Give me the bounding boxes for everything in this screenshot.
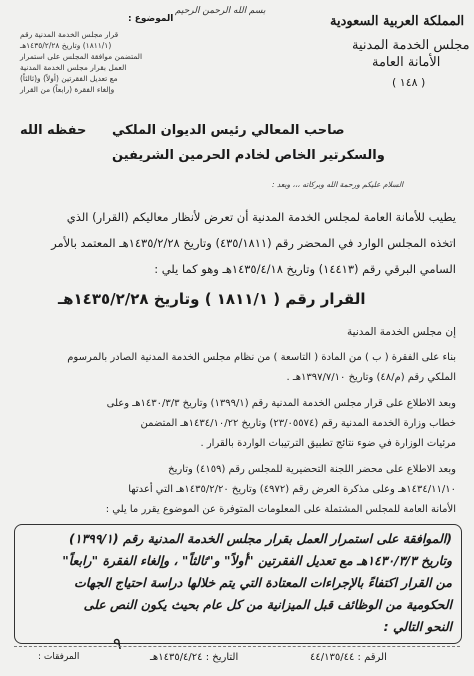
subject-line: مع تعديل الفقرتين (أولاً) و(ثالثاً) [20, 74, 118, 83]
country-name: المملكة العربية السعودية [330, 14, 465, 29]
footer-ref [310, 652, 387, 663]
paragraph-line: بناء على الفقرة ( ب ) من المادة ( التاسعة ) من نظام مجلس الخدمة المدنية الصادر بالمرسوم [67, 352, 456, 363]
paragraph-line: الأمانة العامة للمجلس المشتملة على المعلومات المتوفرة عن الموضوع يقرر ما يلي : [105, 504, 456, 515]
paragraph-line: مرئيات الوزارة في ضوء نتائج تطبيق الترتيبات الواردة بالقرار . [200, 438, 456, 449]
resolution-line: (الموافقة على استمرار العمل بقرار مجلس الخدمة المدنية رقم (١٣٩٩/١) [69, 531, 452, 546]
addressee-title: صاحب المعالي رئيس الديوان الملكي [112, 123, 345, 138]
council-name: مجلس الخدمة المدنية [352, 38, 470, 53]
resolution-line: الحكومية من الوظائف قبل الميزانية من كل عام بحيث يكون النص على [83, 597, 452, 612]
basmala: بسم الله الرحمن الرحيم [175, 6, 266, 16]
page-number: ٩ [113, 634, 122, 653]
intro-line: يطيب للأمانة العامة لمجلس الخدمة المدنية أن تعرض لأنظار معاليكم (القرار) الذي [66, 210, 456, 224]
footer-date-label: التاريخ : [205, 652, 239, 663]
footer-ref-value: ٤٤/١٣٥/٤٤ [310, 652, 355, 663]
intro-line: اتخذه المجلس الوارد في المحضر رقم (٤٣٥/١٨١١) وتاريخ ١٤٣٥/٢/٢٨هـ المعتمد بالأمر [51, 236, 456, 250]
footer-date [150, 652, 238, 663]
subject-line: وإلغاء الفقرة (رابعاً) من القرار [20, 85, 115, 94]
paragraph-line: وبعد الاطلاع على قرار مجلس الخدمة المدنية رقم (١٣٩٩/١) وتاريخ ١٤٣٠/٣/٣هـ وعلى [106, 398, 456, 409]
greeting: السلام عليكم ورحمة الله وبركاته ،،، وبعد : [272, 180, 404, 189]
paragraph-line: الملكي رقم (م/٤٨) وتاريخ ١٣٩٧/٧/١٠هـ . [286, 372, 456, 383]
footer-date-value: ١٤٣٥/٤/٢٤هـ [150, 652, 203, 663]
footer-divider [14, 646, 460, 647]
subject-line: قرار مجلس الخدمة المدنية رقم [20, 30, 119, 39]
footer-attachments-label: المرفقات : [38, 652, 80, 662]
resolution-line: من القرار اكتفاءً بالإجراءات المعتادة التي يتم خلالها دراسة احتياج الجهات [74, 575, 452, 590]
addressee-honorific: حفظه الله [20, 123, 87, 138]
resolution-line: النحو التالي : [383, 619, 452, 634]
subject-line: (١٨١١/١) وتاريخ ١٤٣٥/٢/٢٨هـ [20, 41, 112, 50]
secretariat-name: الأمانة العامة [372, 55, 441, 70]
paragraph-line: وبعد الاطلاع على محضر اللجنة التحضيرية للمجلس رقم (٤١٥٩) وتاريخ [168, 464, 456, 475]
subject-line: المتضمن موافقة المجلس على استمرار [20, 52, 143, 61]
footer-ref-label: الرقم : [357, 652, 387, 663]
paragraph-line: خطاب وزارة الخدمة المدنية رقم (٢٣/٠٥٥٧٤) وتاريخ ١٤٣٤/١٠/٢٢هـ المتضمن [140, 418, 456, 429]
paragraph-line: ١٤٣٤/١١/١٠هـ وعلى مذكرة العرض رقم (٤٩٧٢) وتاريخ ١٤٣٥/٢/٢٠هـ التي أعدتها [128, 484, 456, 495]
addressee-subtitle: والسكرتير الخاص لخادم الحرمين الشريفين [112, 148, 385, 163]
decision-title: القرار رقم ( ١٨١١/١ ) وتاريخ ١٤٣٥/٢/٢٨هـ [58, 290, 366, 308]
resolution-line: وتاريخ ١٤٣٠/٣/٣هـ مع تعديل الفقرتين "أولاً" و"ثالثاً" ، وإلغاء الفقرة "رابعاً" [62, 553, 452, 568]
council-label: إن مجلس الخدمة المدنية [347, 326, 456, 338]
intro-line: السامي البرقي رقم (١٤٤١٣) وتاريخ ١٤٣٥/٤/١٨هـ وهو كما يلي : [154, 262, 456, 276]
subject-label: الموضوع : [128, 14, 174, 24]
header-reference: ( ١٤٨ ) [392, 76, 426, 89]
subject-line: العمل بقرار مجلس الخدمة المدنية [20, 63, 127, 72]
